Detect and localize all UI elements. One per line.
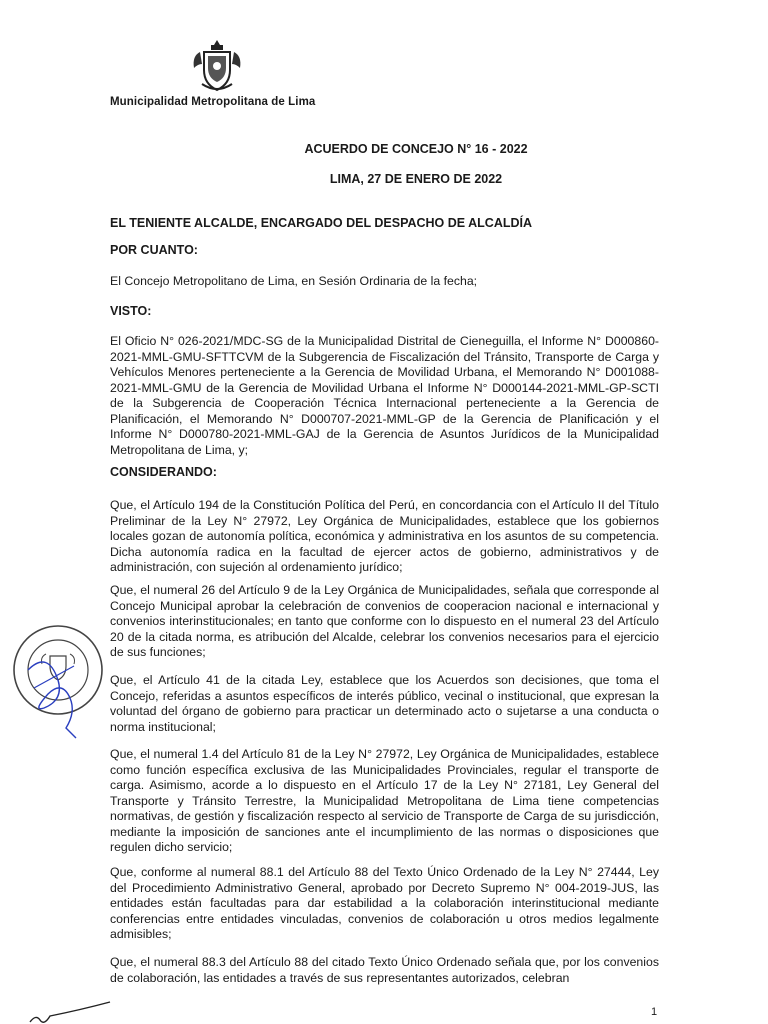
considerando-paragraph: Que, el numeral 88.3 del Artículo 88 del citado Texto Único Ordenado señala que, por los convenios de colaboración, las entidades a través de sus representantes autorizados, celebran xyxy=(110,955,659,985)
coat-of-arms-icon xyxy=(190,38,244,96)
municipality-name: Municipalidad Metropolitana de Lima xyxy=(110,96,316,108)
considerando-paragraph: Que, el numeral 1.4 del Artículo 81 de la Ley N° 27972, Ley Orgánica de Municipalidades, establece como función específica exclusiva de las Municipalidades Provinciales, regular el transporte de carga. Asimismo, acorde a lo dispuesto en el Artículo 17 de la Ley N° 27181, Ley General del Transporte y Tránsito Terrestre, la Municipalidad Metropolitana de Lima tiene competencias normativas, de gestión y fiscalización respecto al servicio de Transporte de Carga de su jurisdicción, mediante la imposición de sanciones ante el incumplimiento de las normas o disposiciones que regulen dicho servicio; xyxy=(110,747,659,854)
footer-signature xyxy=(28,1000,138,1024)
considerando-heading: CONSIDERANDO: xyxy=(110,465,217,479)
handwritten-signature xyxy=(20,640,90,740)
document-title: ACUERDO DE CONCEJO N° 16 - 2022 xyxy=(304,142,528,156)
considerando-paragraph: Que, el Artículo 194 de la Constitución Política del Perú, en concordancia con el Artículo II del Título Preliminar de la Ley N° 27972, Ley Orgánica de Municipalidades, establece que los gobiernos locales gozan de autonomía política, económica y administrativa en los asuntos de su competencia. Dicha autonomía radica en la facultad de ejercer actos de gobierno, administrativos y de administración, con sujeción al ordenamiento jurídico; xyxy=(110,498,659,574)
visto-heading: VISTO: xyxy=(110,304,152,318)
document-place-date: LIMA, 27 DE ENERO DE 2022 xyxy=(329,172,503,186)
visto-paragraph: El Oficio N° 026-2021/MDC-SG de la Municipalidad Distrital de Cieneguilla, el Informe N° D000860-2021-MML-GMU-SFTTCVM de la Subgerencia de Fiscalización del Tránsito, Transporte de Carga y Vehículos Menores perteneciente a la Gerencia de Movilidad Urbana, el Memorando N° D001088-2021-MML-GMU de la Gerencia de Movilidad Urbana el Informe N° D000144-2021-MML-GP-SCTI de la Subgerencia de Cooperación Técnica Internacional perteneciente a la Gerencia de Planificación, el Memorando N° D000707-2021-MML-GP de la Gerencia de Planificación y el Informe N° D000780-2021-MML-GAJ de la Gerencia de Asuntos Jurídicos de la Municipalidad Metropolitana de Lima, y; xyxy=(110,334,659,457)
por-cuanto-heading: POR CUANTO: xyxy=(110,243,198,257)
considerando-paragraph: Que, el Artículo 41 de la citada Ley, establece que los Acuerdos son decisiones, que toma el Concejo, referidas a asuntos específicos de interés público, vecinal o institucional, que expresan la voluntad del órgano de gobierno para practicar un determinado acto o sujetarse a una conducta o norma institucional; xyxy=(110,673,659,734)
page-number: 1 xyxy=(651,1006,658,1018)
por-cuanto-paragraph: El Concejo Metropolitano de Lima, en Sesión Ordinaria de la fecha; xyxy=(110,274,478,288)
considerando-paragraph: Que, conforme al numeral 88.1 del Artículo 88 del Texto Único Ordenado de la Ley N° 27444, Ley del Procedimiento Administrativo General, aprobado por Decreto Supremo N° 004-2019-JUS, las entidades están facultadas para dar estabilidad a la colaboración interinstitucional mediante conferencias entre entidades vinculadas, convenios de colaboración u otros medios legalmente admisibles; xyxy=(110,865,659,941)
considerando-paragraph: Que, el numeral 26 del Artículo 9 de la Ley Orgánica de Municipalidades, señala que corresponde al Concejo Municipal aprobar la celebración de convenios de cooperacion nacional e internacional y convenios interinstitucionales; en tanto que conforme con lo dispuesto en el numeral 23 del Artículo 20 de la citada norma, es atribución del Alcalde, celebrar los convenios necesarios para el ejercicio de sus funciones; xyxy=(110,583,659,659)
issuer-heading: EL TENIENTE ALCALDE, ENCARGADO DEL DESPACHO DE ALCALDÍA xyxy=(110,216,533,230)
